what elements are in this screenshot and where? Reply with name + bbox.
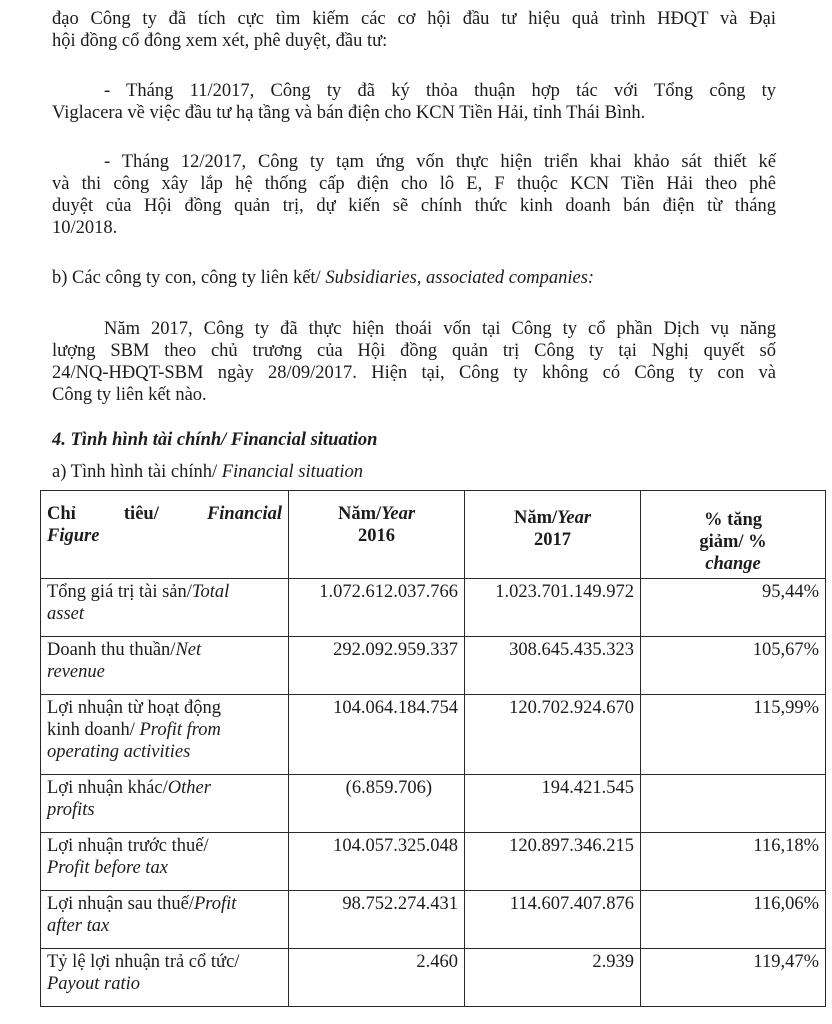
section-b-label-en: Subsidiaries, associated companies: — [325, 268, 595, 288]
text-line: - Tháng 11/2017, Công ty đã ký thỏa thuận hợp tác với Tổng công ty — [104, 81, 776, 101]
value-change: 119,47% — [641, 949, 826, 1007]
value-2016: 292.092.959.337 — [289, 637, 465, 695]
item-2-paragraph — [104, 151, 776, 173]
row-label-vn: Tổng giá trị tài sản/ — [47, 582, 192, 602]
row-label-en: after tax — [47, 916, 110, 936]
row-label-vn: Lợi nhuận từ hoạt động — [47, 698, 221, 718]
row-label — [41, 637, 289, 695]
row-label-en: Total — [191, 582, 230, 602]
item-2-paragraph-cont — [52, 173, 776, 239]
row-label — [41, 949, 289, 1007]
value-2017: 114.607.407.876 — [465, 891, 641, 949]
text-line: Công ty liên kết nào. — [52, 385, 207, 405]
value-2016: 1.072.612.037.766 — [289, 579, 465, 637]
text-line: và thi công xây lắp hệ thống cấp điện cho lô E, F thuộc KCN Tiền Hải theo phê — [52, 174, 776, 194]
table-header-row — [41, 491, 826, 579]
item-1-paragraph — [104, 80, 776, 102]
value-change: 116,18% — [641, 833, 826, 891]
value-2016: 104.057.325.048 — [289, 833, 465, 891]
header-text: Year — [381, 504, 416, 524]
text-line: đạo Công ty đã tích cực tìm kiếm các cơ hội đầu tư hiệu quả trình HĐQT và Đại — [52, 9, 776, 29]
para-b — [104, 318, 776, 340]
row-label-en: Payout ratio — [47, 974, 141, 994]
text-line: duyệt của Hội đồng quản trị, dự kiến sẽ chính thức kinh doanh bán điện từ tháng — [52, 196, 776, 216]
row-label-en: operating activities — [47, 742, 191, 762]
section-b-label: b) Các công ty con, công ty liên kết/ — [52, 268, 326, 288]
header-text: Năm/ — [337, 504, 382, 524]
row-label-vn: kinh doanh/ — [47, 720, 140, 740]
header-text: giảm/ % — [699, 532, 767, 552]
section-4-heading: 4. Tình hình tài chính/ Financial situation — [52, 430, 378, 450]
row-label-en: Profit from — [139, 720, 221, 740]
section-4a-label-en: Financial situation — [221, 462, 364, 482]
row-label — [41, 579, 289, 637]
header-text: Năm/ — [513, 508, 558, 528]
header-year-2017 — [465, 491, 641, 579]
text-line: hội đồng cổ đông xem xét, phê duyệt, đầu tư: — [52, 31, 388, 51]
table-row — [41, 775, 826, 833]
row-label-en: Profit before tax — [47, 858, 168, 878]
row-label-vn: Lợi nhuận khác/ — [47, 778, 168, 798]
table-row — [41, 833, 826, 891]
table-row — [41, 695, 826, 775]
text-line: Năm 2017, Công ty đã thực hiện thoái vốn tại Công ty cổ phần Dịch vụ năng — [104, 319, 776, 339]
header-text: change — [705, 554, 761, 574]
table-row — [41, 579, 826, 637]
value-change — [641, 775, 826, 833]
row-label — [41, 833, 289, 891]
value-2017: 308.645.435.323 — [465, 637, 641, 695]
text-line: - Tháng 12/2017, Công ty tạm ứng vốn thực hiện triển khai khảo sát thiết kế — [104, 152, 776, 172]
value-2017: 120.702.924.670 — [465, 695, 641, 775]
table-row — [41, 891, 826, 949]
section-b-heading — [52, 268, 594, 289]
value-change: 116,06% — [641, 891, 826, 949]
table-row — [41, 637, 826, 695]
value-change: 95,44% — [641, 579, 826, 637]
text-line: Viglacera về việc đầu tư hạ tầng và bán điện cho KCN Tiền Hải, tỉnh Thái Bình. — [52, 103, 646, 123]
table-row — [41, 949, 826, 1007]
row-label-en: Net — [175, 640, 202, 660]
value-2017: 194.421.545 — [465, 775, 641, 833]
row-label-en: profits — [47, 800, 95, 820]
section-4a-label: a) Tình hình tài chính/ — [52, 462, 222, 482]
header-text: % tăng — [703, 510, 763, 530]
row-label-vn: Lợi nhuận trước thuế/ — [47, 836, 209, 856]
header-change — [641, 491, 826, 579]
header-text: Year — [557, 508, 592, 528]
header-text: Figure — [47, 526, 100, 546]
value-2016: 104.064.184.754 — [289, 695, 465, 775]
value-2017: 2.939 — [465, 949, 641, 1007]
row-label-en: revenue — [47, 662, 105, 682]
row-label-en: Other — [167, 778, 211, 798]
row-label-vn: Tỷ lệ lợi nhuận trả cổ tức/ — [47, 952, 240, 972]
row-label-vn: Lợi nhuận sau thuế/ — [47, 894, 194, 914]
text-line: 24/NQ-HĐQT-SBM ngày 28/09/2017. Hiện tại, Công ty không có Công ty con và — [52, 363, 776, 383]
value-change: 105,67% — [641, 637, 826, 695]
row-label-en: Profit — [193, 894, 237, 914]
header-text: Financial — [206, 504, 282, 524]
value-2017: 1.023.701.149.972 — [465, 579, 641, 637]
header-text: 2017 — [534, 530, 571, 550]
section-4a-heading — [52, 462, 363, 483]
header-text: tiêu/ — [123, 504, 159, 524]
value-2016: 98.752.274.431 — [289, 891, 465, 949]
row-label — [41, 891, 289, 949]
intro-paragraph — [52, 8, 776, 52]
header-year-2016 — [289, 491, 465, 579]
header-financial-figure — [41, 491, 289, 579]
row-label-en: asset — [47, 604, 84, 624]
value-change: 115,99% — [641, 695, 826, 775]
value-2016: 2.460 — [289, 949, 465, 1007]
row-label — [41, 775, 289, 833]
value-2017: 120.897.346.215 — [465, 833, 641, 891]
text-line: lượng SBM theo chủ trương của Hội đồng quản trị Công ty tại Nghị quyết số — [52, 341, 776, 361]
header-text: Chỉ — [47, 504, 76, 524]
text-line: 10/2018. — [52, 218, 118, 238]
financial-table — [40, 490, 826, 1007]
para-b-cont — [52, 340, 776, 406]
item-1-paragraph-cont — [52, 102, 776, 124]
row-label — [41, 695, 289, 775]
header-text: 2016 — [358, 526, 395, 546]
row-label-vn: Doanh thu thuần/ — [47, 640, 176, 660]
value-2016: (6.859.706) — [289, 775, 465, 833]
